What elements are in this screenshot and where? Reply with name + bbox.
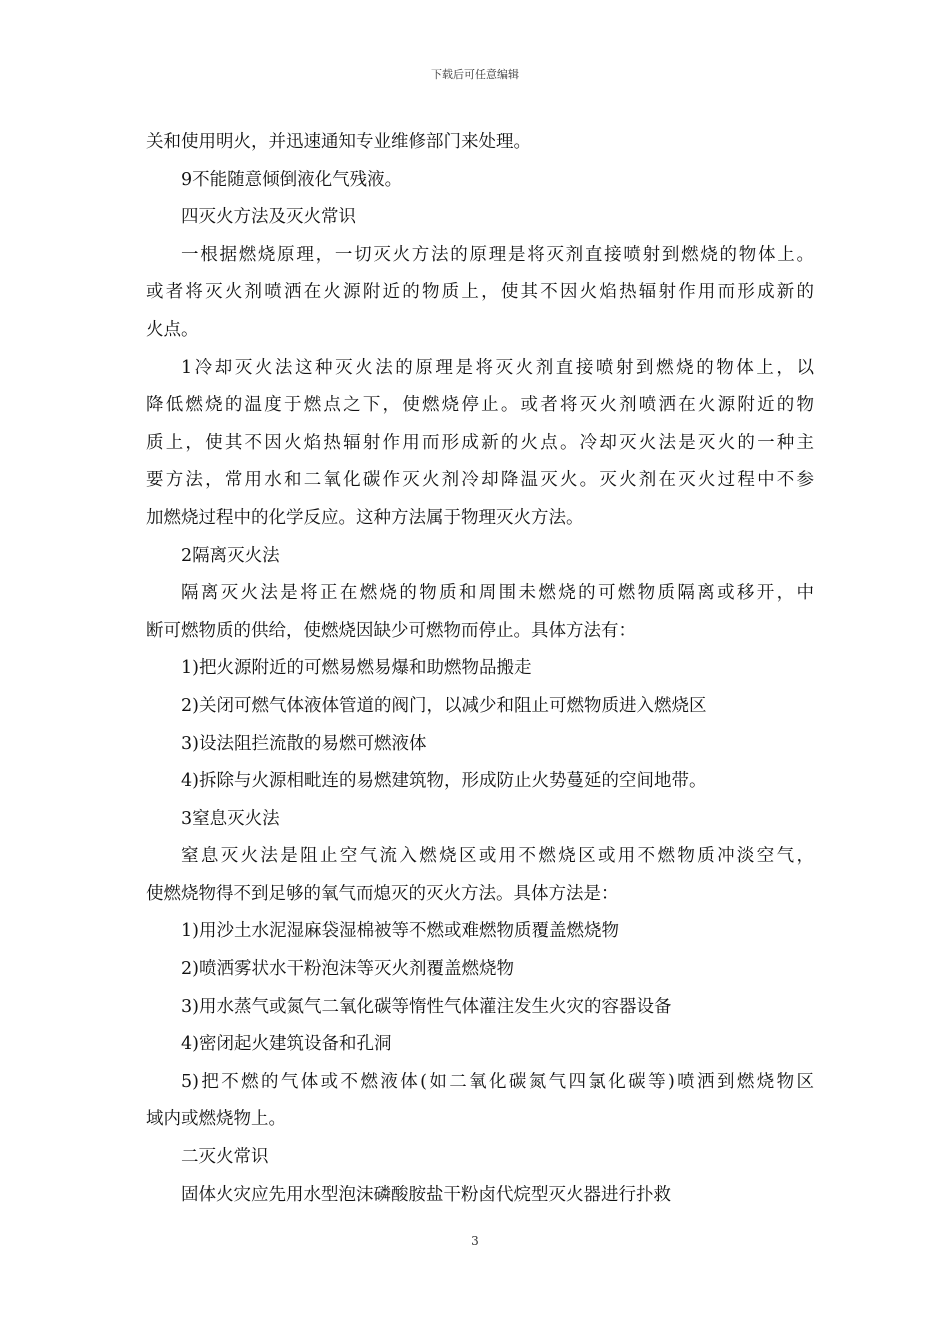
- list-item: 2)关闭可燃气体液体管道的阀门，以减少和阻止可燃物质进入燃烧区: [181, 695, 707, 716]
- text-line: 或者将灭火剂喷洒在火源附近的物质上，使其不因火焰热辐射作用而形成新的: [146, 282, 814, 303]
- text-line: 9不能随意倾倒液化气残液。: [181, 169, 403, 190]
- list-item: 1)用沙土水泥湿麻袋湿棉被等不燃或难燃物质覆盖燃烧物: [181, 921, 619, 942]
- text-line: 1冷却灭火法这种灭火法的原理是将灭火剂直接喷射到燃烧的物体上，以: [181, 357, 814, 378]
- list-item: 3)用水蒸气或氮气二氧化碳等惰性气体灌注发生火灾的容器设备: [181, 996, 672, 1017]
- text-line: 火点。: [146, 319, 199, 340]
- text-line: 域内或燃烧物上。: [146, 1109, 286, 1130]
- text-line: 降低燃烧的温度于燃点之下，使燃烧停止。或者将灭火剂喷洒在火源附近的物: [146, 395, 814, 416]
- text-line: 窒息灭火法是阻止空气流入燃烧区或用不燃烧区或用不燃物质冲淡空气，: [181, 846, 814, 867]
- list-item: 5)把不燃的气体或不燃液体(如二氧化碳氮气四氯化碳等)喷洒到燃烧物区: [181, 1071, 814, 1092]
- list-item: 4)拆除与火源相毗连的易燃建筑物，形成防止火势蔓延的空间地带。: [181, 771, 707, 792]
- text-line: 固体火灾应先用水型泡沫磷酸胺盐干粉卤代烷型灭火器进行扑救: [181, 1184, 671, 1205]
- section-heading: 2隔离灭火法: [181, 545, 280, 566]
- section-heading: 二灭火常识: [181, 1147, 269, 1168]
- list-item: 3)设法阻拦流散的易燃可燃液体: [181, 733, 427, 754]
- text-line: 隔离灭火法是将正在燃烧的物质和周围未燃烧的可燃物质隔离或移开，中: [181, 583, 814, 604]
- list-item: 4)密闭起火建筑设备和孔洞: [181, 1034, 392, 1055]
- text-line: 使燃烧物得不到足够的氧气而熄灭的灭火方法。具体方法是：: [146, 883, 619, 904]
- page-number: 3: [471, 1234, 479, 1248]
- text-line: 要方法，常用水和二氧化碳作灭火剂冷却降温灭火。灭火剂在灭火过程中不参: [146, 470, 814, 491]
- list-item: 1)把火源附近的可燃易燃易爆和助燃物品搬走: [181, 658, 532, 679]
- text-line: 一根据燃烧原理，一切灭火方法的原理是将灭剂直接喷射到燃烧的物体上。: [181, 244, 814, 265]
- text-line: 加燃烧过程中的化学反应。这种方法属于物理灭火方法。: [146, 507, 584, 528]
- body-text: [146, 124, 814, 1214]
- section-heading: 四灭火方法及灭火常识: [181, 207, 356, 228]
- list-item: 2)喷洒雾状水干粉泡沫等灭火剂覆盖燃烧物: [181, 959, 514, 980]
- section-heading: 3窒息灭火法: [181, 808, 280, 829]
- text-line: 断可燃物质的供给，使燃烧因缺少可燃物而停止。具体方法有：: [146, 620, 636, 641]
- page-header: 下载后可任意编辑: [431, 68, 519, 81]
- text-line: 关和使用明火，并迅速通知专业维修部门来处理。: [146, 132, 531, 152]
- text-line: 质上，使其不因火焰热辐射作用而形成新的火点。冷却灭火法是灭火的一种主: [146, 432, 814, 453]
